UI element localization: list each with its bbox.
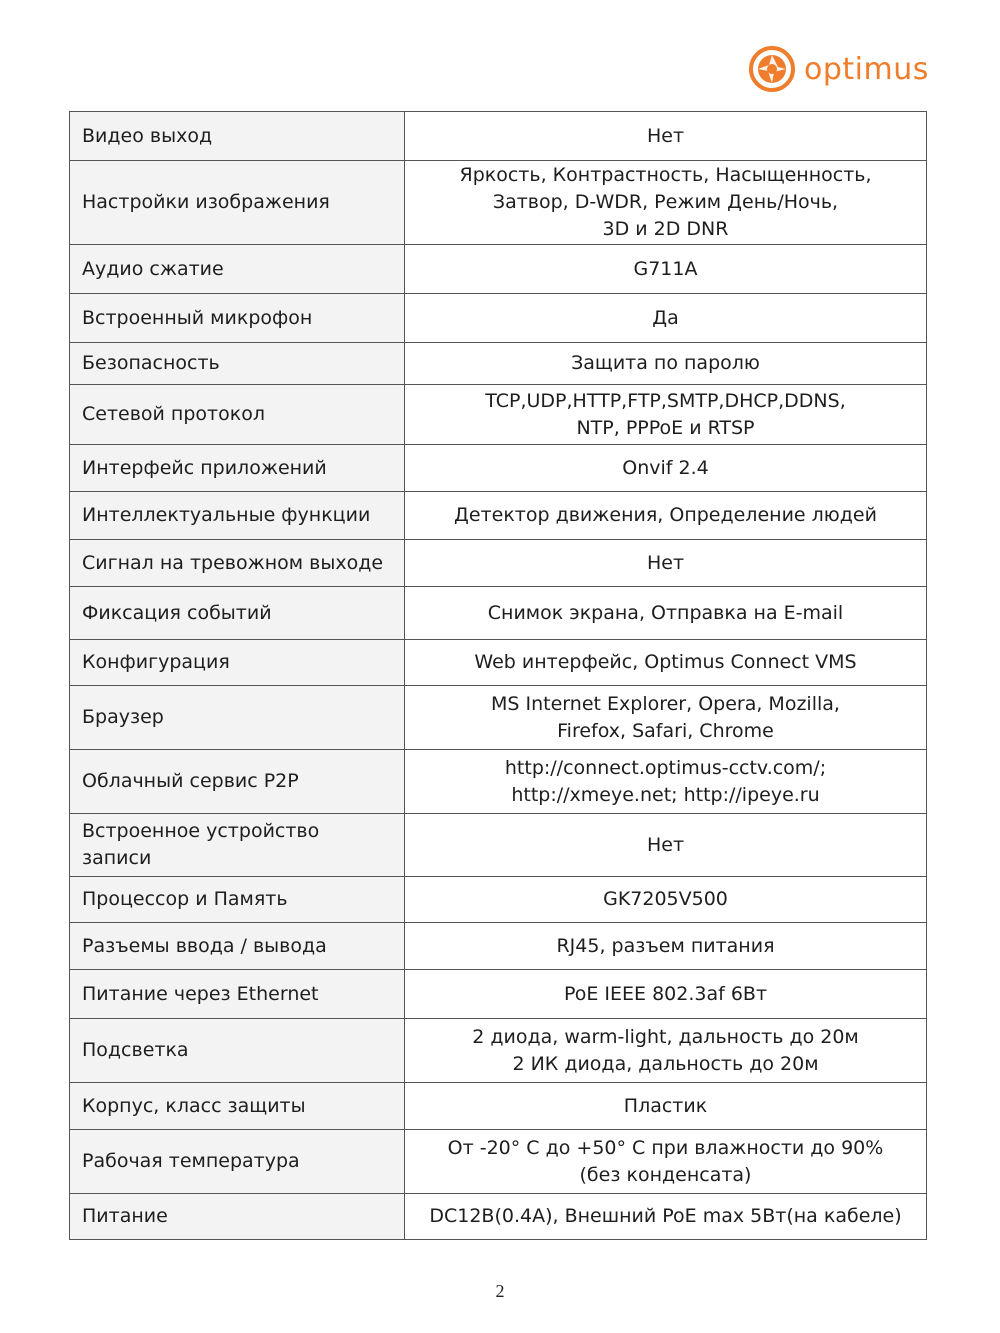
table-row: [70, 686, 927, 750]
spec-value: [405, 814, 927, 877]
spec-value-line: Яркость, Контрастность, Насыщенность,: [459, 164, 872, 186]
spec-label: Видео выход: [70, 112, 405, 161]
table-row: [70, 445, 927, 492]
spec-value-line: Снимок экрана, Отправка на E-mail: [487, 601, 844, 624]
table-row: [70, 112, 927, 161]
table-row: [70, 1083, 927, 1130]
spec-value-line: Защита по паролю: [571, 352, 760, 374]
spec-label: Корпус, класс защиты: [70, 1083, 405, 1130]
spec-value-line: Нет: [646, 551, 685, 574]
spec-value-line: 2 ИК диода, дальность до 20м: [512, 1052, 819, 1075]
table-row: [70, 1019, 927, 1083]
spec-value-line: От -20° С до +50° С при влажности до 90%: [447, 1136, 884, 1159]
spec-value-line: Да: [652, 306, 679, 329]
spec-value: [405, 161, 927, 245]
table-row: [70, 492, 927, 540]
spec-label: Безопасность: [70, 343, 405, 385]
spec-value-line: Детектор движения, Определение людей: [454, 504, 877, 526]
spec-value-line: TCP,UDP,HTTP,FTP,SMTP,DHCP,DDNS,: [485, 389, 846, 412]
spec-value: [405, 686, 927, 750]
spec-label: Встроенный микрофон: [70, 294, 405, 343]
spec-value-line: http://connect.optimus-cctv.com/;: [504, 756, 827, 779]
spec-label: Облачный сервис P2P: [70, 750, 405, 814]
spec-value: [405, 970, 927, 1019]
spec-label: Интеллектуальные функции: [70, 492, 405, 540]
spec-value-line: Firefox, Safari, Chrome: [557, 719, 774, 742]
spec-value-line: 2 диода, warm-light, дальность до 20м: [472, 1025, 859, 1048]
spec-label: Питание через Ethernet: [70, 970, 405, 1019]
spec-value: [405, 112, 927, 161]
spec-value: [405, 750, 927, 814]
spec-value: [405, 385, 927, 445]
spec-value-line: PoE IEEE 802.3af 6Вт: [563, 982, 768, 1005]
spec-value-line: Нет: [646, 124, 685, 147]
spec-value-line: G711A: [633, 257, 698, 280]
spec-value-line: DC12В(0.4А), Внешний PoE max 5Вт(на кабеле): [429, 1205, 902, 1227]
spec-value: [405, 343, 927, 385]
spec-value: [405, 877, 927, 923]
spec-label: Сигнал на тревожном выходе: [70, 540, 405, 587]
table-row: [70, 245, 927, 294]
spec-value: [405, 294, 927, 343]
spec-value-line: Onvif 2.4: [622, 456, 709, 479]
spec-value: [405, 245, 927, 294]
table-row: [70, 814, 927, 877]
table-row: [70, 161, 927, 245]
table-row: [70, 294, 927, 343]
spec-label: Рабочая температура: [70, 1130, 405, 1194]
table-row: [70, 877, 927, 923]
spec-label: Настройки изображения: [70, 161, 405, 245]
table-row: [70, 750, 927, 814]
spec-value: [405, 1130, 927, 1194]
table-row: [70, 385, 927, 445]
table-row: [70, 1130, 927, 1194]
spec-label: Интерфейс приложений: [70, 445, 405, 492]
spec-value-line: RJ45, разъем питания: [556, 934, 775, 957]
spec-label: Подсветка: [70, 1019, 405, 1083]
spec-label: Питание: [70, 1194, 405, 1240]
spec-label: Встроенное устройство записи: [70, 814, 405, 877]
spec-label: Разъемы ввода / вывода: [70, 923, 405, 970]
spec-value: [405, 1194, 927, 1240]
spec-value-line: Затвор, D-WDR, Режим День/Ночь,: [492, 191, 839, 213]
spec-value-line: GK7205V500: [603, 888, 728, 910]
table-row: [70, 640, 927, 686]
spec-value-line: (без конденсата): [579, 1163, 752, 1186]
spec-label: Фиксация событий: [70, 587, 405, 640]
spec-value-line: Нет: [646, 833, 685, 856]
spec-table: [69, 111, 927, 1240]
spec-value: [405, 1083, 927, 1130]
spec-value-line: http://xmeye.net; http://ipeye.ru: [511, 783, 820, 806]
table-row: [70, 923, 927, 970]
spec-label: Браузер: [70, 686, 405, 750]
brand-logo: [748, 44, 929, 94]
spec-value-line: Web интерфейс, Optimus Connect VMS: [474, 651, 857, 673]
spec-label: Процессор и Память: [70, 877, 405, 923]
spec-value-line: MS Internet Explorer, Opera, Mozilla,: [491, 692, 840, 715]
spec-value: [405, 1019, 927, 1083]
optimus-logo-icon: [748, 45, 796, 93]
spec-value: [405, 445, 927, 492]
table-row: [70, 587, 927, 640]
spec-label: Аудио сжатие: [70, 245, 405, 294]
table-row: [70, 343, 927, 385]
spec-value-line: NTP, PPPoE и RTSP: [576, 416, 755, 439]
spec-value-line: Пластик: [623, 1094, 708, 1117]
spec-label: Конфигурация: [70, 640, 405, 686]
spec-value-line: 3D и 2D DNR: [602, 218, 729, 240]
spec-value: [405, 540, 927, 587]
brand-name: optimus: [804, 51, 929, 87]
table-row: [70, 540, 927, 587]
spec-value: [405, 587, 927, 640]
spec-value: [405, 492, 927, 540]
spec-value: [405, 640, 927, 686]
page-number: 2: [495, 1281, 505, 1301]
spec-value: [405, 923, 927, 970]
table-row: [70, 1194, 927, 1240]
spec-label: Сетевой протокол: [70, 385, 405, 445]
table-row: [70, 970, 927, 1019]
